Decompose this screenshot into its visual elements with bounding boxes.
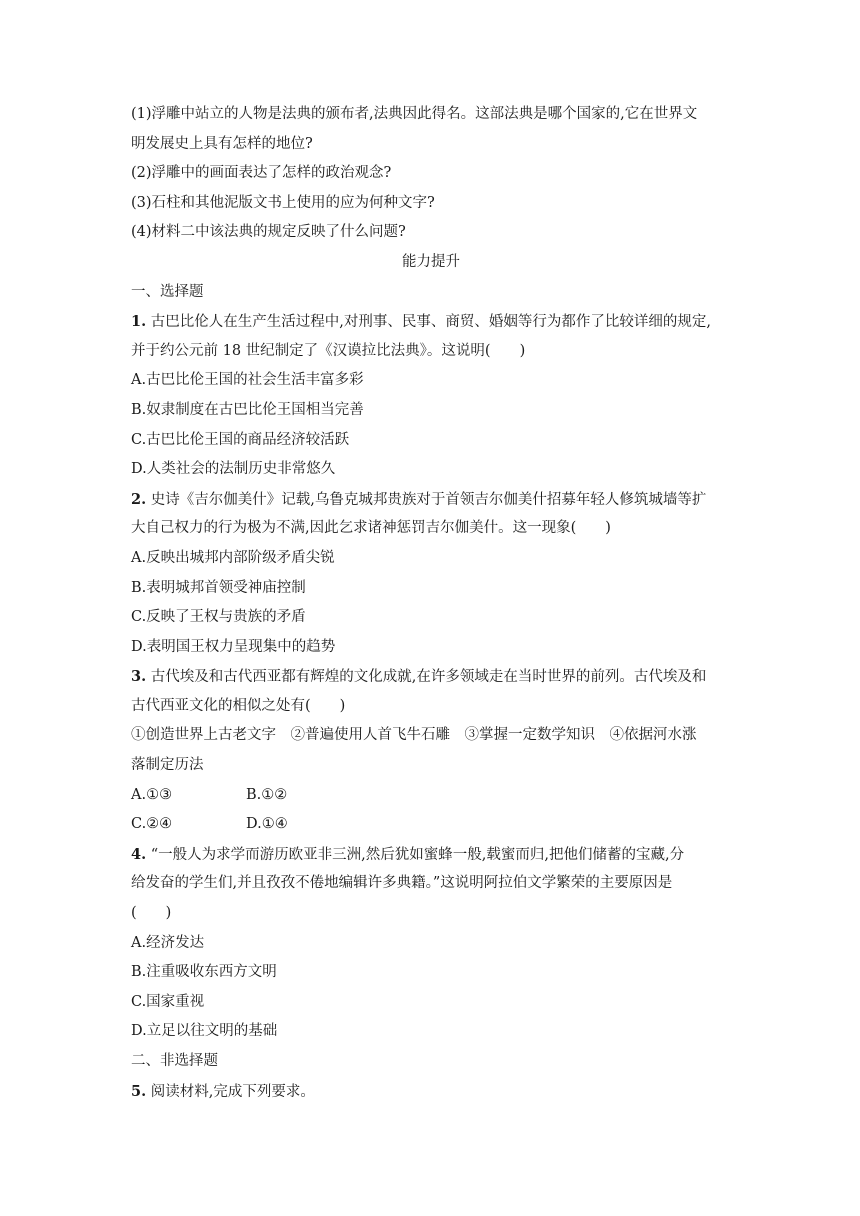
q3-stem-text1: 古代埃及和古代西亚都有辉煌的文化成就,在许多领域走在当时世界的前列。古代埃及和: [146, 669, 707, 686]
q3-stem-line1: [131, 662, 731, 692]
q4-stem-line1: [131, 840, 731, 870]
q1-option-d: D.人类社会的法制历史非常悠久: [131, 461, 336, 478]
q1-option-b: B.奴隶制度在古巴比伦王国相当完善: [131, 401, 364, 418]
document-page: [131, 100, 731, 1106]
q2-option-c: C.反映了王权与贵族的矛盾: [131, 609, 306, 626]
q2-option-a: A.反映出城邦内部阶级矛盾尖锐: [131, 549, 335, 566]
q4-option-c: C.国家重视: [131, 993, 205, 1010]
section-title: 能力提升: [402, 253, 460, 270]
q3-options-row2: [131, 810, 731, 840]
question-1-part3: (3)石柱和其他泥版文书上使用的应为何种文字?: [131, 194, 435, 211]
q3-option-d: D.①④: [246, 816, 288, 833]
q2-number: 2.: [131, 490, 147, 508]
part1-heading: 一、选择题: [131, 283, 204, 300]
question-1-part4: (4)材料二中该法典的规定反映了什么问题?: [131, 224, 406, 241]
q4-option-a: A.经济发达: [131, 934, 205, 951]
q5-stem: [131, 1077, 731, 1107]
q2-stem-line2: 大自己权力的行为极为不满,因此乞求诸神惩罚吉尔伽美什。这一现象( ): [131, 520, 611, 537]
q3-option-a: A.①③: [131, 786, 173, 803]
q2-option-b: B.表明城邦首领受神庙控制: [131, 579, 306, 596]
q1-option-c: C.古巴比伦王国的商品经济较活跃: [131, 431, 350, 448]
q3-stem-line3: ①创造世界上古老文字 ②普遍使用人首飞牛石雕 ③掌握一定数学知识 ④依据河水涨: [131, 727, 697, 744]
q2-stem-line1: [131, 485, 731, 515]
q4-stem-line2: 给发奋的学生们,并且孜孜不倦地编辑许多典籍。”这说明阿拉伯文学繁荣的主要原因是: [131, 875, 673, 892]
q4-number: 4.: [131, 845, 147, 863]
q1-stem-line2: 并于约公元前 18 世纪制定了《汉谟拉比法典》。这说明( ): [131, 342, 526, 359]
q1-stem-text1: 古巴比伦人在生产生活过程中,对刑事、民事、商贸、婚姻等行为都作了比较详细的规定,: [146, 314, 711, 331]
question-1-part1-line2: 明发展史上具有怎样的地位?: [131, 135, 313, 152]
q4-option-b: B.注重吸收东西方文明: [131, 964, 277, 981]
question-1-part2: (2)浮雕中的画面表达了怎样的政治观念?: [131, 165, 392, 182]
q5-number: 5.: [131, 1082, 147, 1100]
q5-stem-text: 阅读材料,完成下列要求。: [146, 1083, 315, 1100]
q1-number: 1.: [131, 313, 147, 331]
q4-stem-text1: “一般人为求学而游历欧亚非三洲,然后犹如蜜蜂一般,载蜜而归,把他们储蓄的宝藏,分: [146, 846, 685, 863]
q3-stem-line4: 落制定历法: [131, 757, 204, 774]
q4-stem-line3: ( ): [131, 905, 172, 922]
q4-option-d: D.立足以往文明的基础: [131, 1023, 278, 1040]
q2-stem-text1: 史诗《吉尔伽美什》记载,乌鲁克城邦贵族对于首领吉尔伽美什招募年轻人修筑城墙等扩: [146, 491, 707, 508]
q2-option-d: D.表明国王权力呈现集中的趋势: [131, 638, 336, 655]
q3-number: 3.: [131, 668, 147, 686]
q3-stem-line2: 古代西亚文化的相似之处有( ): [131, 697, 346, 714]
question-1-part1-line1: (1)浮雕中站立的人物是法典的颁布者,法典因此得名。这部法典是哪个国家的,它在世界文: [131, 106, 698, 122]
q3-option-b: B.①②: [246, 786, 288, 803]
q3-options-row1: [131, 781, 731, 811]
q1-stem-line1: [131, 307, 731, 337]
q3-option-c: C.②④: [131, 816, 173, 833]
part2-heading: 二、非选择题: [131, 1053, 218, 1069]
q1-option-a: A.古巴比伦王国的社会生活丰富多彩: [131, 372, 364, 389]
